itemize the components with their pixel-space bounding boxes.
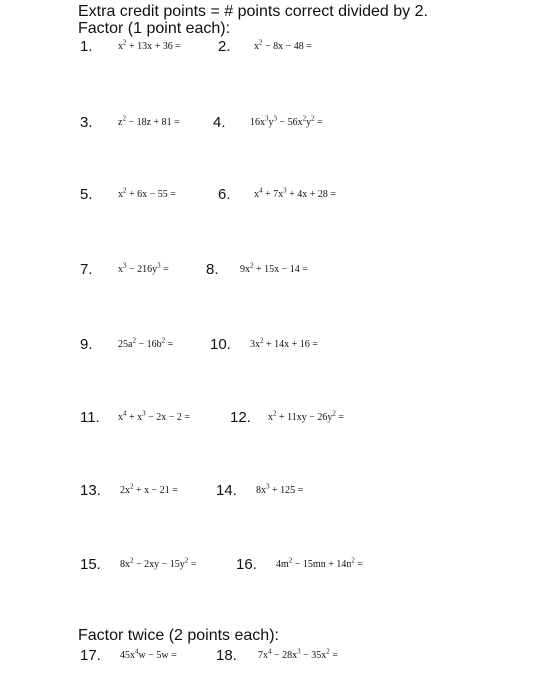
problem-expression: $3x^2 + 14x + 16$ = [250,336,318,350]
problem-number: 1. [80,38,93,55]
problem-expression: $8x^3 + 125$ = [256,482,304,496]
problem-number: 5. [80,186,93,203]
problem-expression: $8x^2 - 2xy - 15y^2$ = [120,556,197,570]
problem-number: 7. [80,261,93,278]
problem-expression: $2x^2 + x - 21$ = [120,482,178,496]
problem-number: 12. [230,409,251,426]
problem-number: 16. [236,556,257,573]
problem-number: 18. [216,647,237,664]
problem-number: 8. [206,261,219,278]
problem-expression: $16x^3y^3 - 56x^2y^2$ = [250,114,323,128]
problem-number: 2. [218,38,231,55]
section-title-factor-twice: Factor twice (2 points each): [78,627,279,644]
problem-number: 15. [80,556,101,573]
problem-expression: $7x^4 - 28x^3 - 35x^2$ = [258,647,338,661]
problem-expression: $9x^2 + 15x - 14$ = [240,261,308,275]
problem-expression: $x^2 - 8x - 48$ = [254,38,312,52]
problem-number: 17. [80,647,101,664]
problem-number: 6. [218,186,231,203]
problem-number: 4. [213,114,226,131]
problem-expression: $x^2 + 13x + 36$ = [118,38,181,52]
section-title-factor: Factor (1 point each): [78,20,231,37]
problem-expression: $x^2 + 6x - 55$ = [118,186,176,200]
problem-expression: $4m^2 - 15mn + 14n^2$ = [276,556,363,570]
instructions-line: Extra credit points = # points correct divided by 2. [78,3,428,20]
problem-expression: $x^4 + 7x^3 + 4x + 28$ = [254,186,337,200]
problem-number: 14. [216,482,237,499]
problem-number: 13. [80,482,101,499]
problem-number: 3. [80,114,93,131]
problem-expression: $45x^4w - 5w$ = [120,647,177,661]
problem-expression: $x^4 + x^3 - 2x - 2$ = [118,409,191,423]
problem-expression: $x^2 + 11xy - 26y^2$ = [268,409,345,423]
problem-number: 10. [210,336,231,353]
problem-expression: $25a^2 - 16b^2$ = [118,336,174,350]
problem-number: 9. [80,336,93,353]
problem-expression: $z^2 - 18z + 81$ = [118,114,180,128]
problem-expression: $x^3 - 216y^3$ = [118,261,169,275]
problem-number: 11. [80,409,100,426]
